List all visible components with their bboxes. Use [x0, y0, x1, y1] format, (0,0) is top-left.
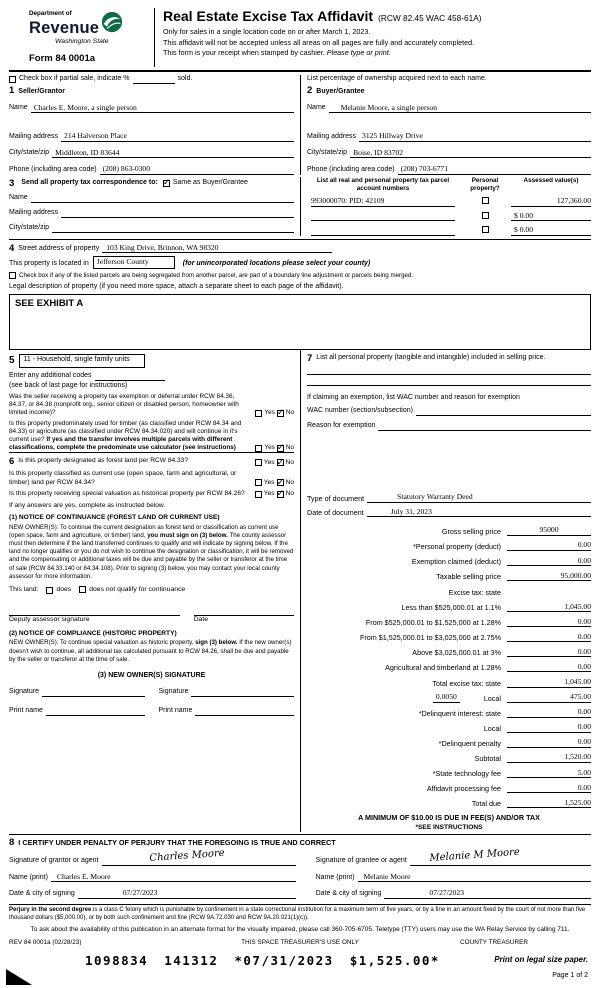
tax-row-personal-deduct: *Personal property (deduct) 0.00 [413, 540, 591, 551]
personal-property-checkbox-1[interactable] [482, 197, 489, 204]
perjury-statement: Perjury in the second degree is a class C felony which is punishable by confinement in a state correctional institution for a maximum term of five years, or by a fine in an amount fixed by the court of not more than five thousand dollars ($5,000.00), or by both such confinement and fine (RCW 9A.72.030 and RCW 9A.20.021(1)(c)). [9, 904, 591, 923]
section-3-correspondence [9, 177, 300, 236]
segregated-parcels-label: Check box if any of the listed parcels are being segregated from another parcel, are part of a boundary line adjustment or parcels being merged. [19, 271, 414, 279]
doc-date-value: July 31, 2023 [390, 506, 432, 516]
doc-date-field[interactable] [367, 507, 591, 517]
grantor-date-value: 07/27/2023 [122, 888, 158, 898]
parcel-row-1 [307, 196, 591, 207]
section-1-number: 1 [9, 85, 15, 96]
tax-row-total-state: Total excise tax: state 1,045.00 [432, 677, 591, 688]
assessed-value-field-1[interactable] [511, 196, 591, 206]
grantee-date-value: 07/27/2023 [429, 888, 464, 898]
grantee-certification [315, 847, 591, 898]
timber-yes-label: Yes [264, 444, 275, 452]
seller-mailing-label: Mailing address [9, 132, 59, 140]
ownership-percentage-note: List percentage of ownership acquired next to each name. [300, 75, 591, 84]
form-title: Real Estate Excise Tax Affidavit [163, 8, 374, 24]
grantee-printname-label: Name (print) [315, 873, 355, 881]
tax-row-gross: Gross selling price 95000 [307, 525, 591, 535]
certification-title: I CERTIFY UNDER PENALTY OF PERJURY THAT THE FOREGOING IS TRUE AND CORRECT [18, 837, 336, 847]
timber-no-checkbox[interactable] [277, 445, 284, 452]
tax-row-subtotal: Subtotal 1,520.00 [474, 752, 591, 763]
tax-row-excise-header: Excise tax: state [448, 588, 501, 598]
delinquent-penalty-field[interactable]: 0.00 [507, 737, 591, 747]
currentuse-no-checkbox[interactable] [277, 479, 284, 486]
tier-1-field[interactable]: 1,045.00 [507, 602, 591, 612]
same-as-buyer-label: Same as Buyer/Grantee [172, 179, 248, 187]
additional-codes-field[interactable] [95, 372, 165, 381]
owner-printname-label-2: Print name [158, 707, 193, 715]
section-7-number: 7 [307, 353, 313, 365]
header-note-3 [163, 48, 591, 57]
new-owners-signature-title: (3) NEW OWNER(S) SIGNATURE [97, 672, 206, 680]
grantee-date-field[interactable] [384, 888, 591, 898]
deputy-assessor-label: Deputy assessor signature [9, 615, 90, 623]
revenue-wordmark: Revenue [29, 18, 100, 37]
new-owner-signature-row [9, 688, 294, 697]
buyer-phone-field[interactable] [398, 164, 591, 174]
seller-name-value: Charles E. Moore, a single person [33, 102, 137, 112]
grantor-printname-label: Name (print) [9, 873, 48, 881]
rev-number: REV 84 0001a (02/28/23) [9, 939, 82, 947]
owner-printname-field-2[interactable] [195, 707, 294, 716]
middle-columns [9, 350, 591, 832]
if-yes-note: If any answers are yes, complete as instructed below. [9, 502, 166, 510]
tier-3-field[interactable]: 0.00 [507, 632, 591, 642]
tax-row-tech-fee: *State technology fee 5.00 [432, 767, 591, 778]
legal-description-box[interactable] [9, 294, 591, 350]
buyer-phone-value: (208) 703-6771 [400, 164, 449, 174]
section-5-number: 5 [9, 355, 15, 366]
seller-name-label: Name [9, 104, 28, 112]
seller-mailing-value: 214 Halverson Place [64, 131, 127, 141]
exemption-question-row [9, 393, 294, 417]
currentuse-no-label: No [285, 478, 294, 486]
section-2-buyer [300, 84, 591, 175]
taxable-selling-price-field[interactable]: 95,000.00 [507, 571, 591, 581]
land-does-label: does [56, 586, 72, 594]
processing-fee-field[interactable]: 0.00 [507, 783, 591, 793]
forest-no-label: No [285, 458, 294, 466]
located-in-label: This property is located in [9, 260, 89, 268]
header-note-2: This affidavit will not be accepted unless all areas on all pages are fully and accurately completed. [163, 37, 475, 47]
right-column [300, 350, 591, 832]
buyer-mailing-value: 3125 Hillway Drive [362, 131, 423, 141]
land-does-checkbox[interactable] [46, 587, 53, 594]
form-number: Form 84 0001a [29, 52, 96, 64]
local-tax-field[interactable]: 475.00 [507, 692, 591, 702]
land-qualify-row [9, 586, 294, 594]
notice-1-body: NEW OWNER(S): To continue the current designation as forest land or classification as current use (open space, farm and agriculture, or timber) land, you must sign on (3) below. The county assessor must then determine if the land transferred continues to qualify and will indicate by signing below. If the land no longer qualifies or you do not wish to continue the designation or classification, it will be removed and the compensating or additional taxes will be due and payable by the seller or transferor at the time of sale (RCW 84.33.140 or 84.34.108). Prior to signing (3) below, you may contact your local county assessor for more information. [9, 523, 294, 580]
forest-question: Is this property designated as forest land per RCW 84.33? [18, 457, 188, 465]
notice-2-title: (2) NOTICE OF COMPLIANCE (HISTORIC PROPERTY) [9, 630, 177, 638]
personal-property-deduct-field[interactable]: 0.00 [507, 540, 591, 550]
tech-fee-field[interactable]: 5.00 [507, 768, 591, 778]
section-8-certification [9, 834, 591, 900]
owner-printname-label-1: Print name [9, 707, 43, 715]
tax-row-taxable: Taxable selling price 95,000.00 [436, 570, 591, 582]
seller-buyer-row [9, 84, 591, 175]
timber-question-row [9, 420, 294, 452]
total-excise-state-field[interactable]: 1,045.00 [507, 677, 591, 687]
parcel-number-field-3[interactable] [311, 227, 455, 236]
exemption-reason-field[interactable] [378, 422, 591, 431]
exemption-no-checkbox[interactable] [277, 410, 284, 417]
grantor-signature-label: Signature of grantor or agent [9, 857, 99, 865]
assessed-value-1: 127,360.00 [556, 196, 591, 206]
buyer-citystatezip-label: City/state/zip [307, 149, 348, 157]
correspondence-citystatezip-field[interactable] [52, 224, 294, 233]
corner-mark [6, 969, 32, 985]
parcel-number-field-2[interactable] [311, 212, 455, 221]
correspondence-name-field[interactable] [31, 194, 294, 203]
forest-yes-checkbox[interactable] [255, 459, 262, 466]
currentuse-question-row [9, 470, 294, 486]
header-note-3-em: Please type or print. [326, 48, 391, 58]
section-1-seller [9, 84, 300, 175]
deputy-date-field[interactable] [194, 606, 294, 616]
legal-paper-note: Print on legal size paper. [494, 955, 588, 965]
grantor-signature-field[interactable] [102, 848, 296, 866]
buyer-name-field[interactable] [329, 103, 591, 113]
exemption-reason-label: Reason for exemption [307, 421, 376, 429]
form-rcw-ref: (RCW 82.45 WAC 458-61A) [378, 13, 482, 23]
same-as-buyer-checkbox[interactable] [163, 180, 170, 187]
buyer-mailing-field[interactable] [359, 131, 591, 141]
county-value: Jefferson County [96, 257, 149, 267]
delinquent-interest-local-field[interactable]: 0.00 [507, 722, 591, 732]
currentuse-question: Is this property classified as current use (open space, farm and agricultural, or timber) land per RCW 84.34? [9, 470, 237, 486]
title-block [155, 8, 591, 67]
minimum-due-note: A MINIMUM OF $10.00 IS DUE IN FEE(S) AND/OR TAX [358, 812, 540, 822]
correspondence-name-label: Name [9, 194, 28, 202]
land-does-not-checkbox[interactable] [79, 586, 86, 593]
parcel-numbers-header: List all real and personal property tax parcel account numbers [316, 176, 450, 192]
notice-2-body: NEW OWNER(S): To continue special valuation as historic property, sign (3) below. If the new owner(s) doesn't wish to continue, all additional tax calculated pursuant to RCW 84.26, shall be due and payable by the seller or transferor at the time of sale. [9, 639, 292, 663]
section-4-number: 4 [9, 242, 15, 254]
personal-property-blank-1[interactable] [307, 364, 591, 375]
exemption-yes-checkbox[interactable] [255, 410, 262, 417]
section-7-title: List all personal property (tangible and intangible) included in selling price. [316, 354, 546, 362]
footer-row [9, 939, 591, 947]
historic-yes-label: Yes [263, 490, 275, 498]
county-treasurer-label: COUNTY TREASURER [460, 939, 528, 947]
assessed-value-2: $ 0.00 [514, 210, 533, 220]
deputy-assessor-row [9, 606, 294, 624]
total-due-field[interactable]: 1,525.00 [507, 798, 591, 808]
use-code-select[interactable]: 11 - Household, single family units [19, 354, 145, 367]
left-column [9, 350, 300, 832]
section-4-property [9, 239, 591, 291]
grantor-signature-script: Charles Moore [148, 848, 225, 865]
assessed-value-3: $ 0.00 [514, 225, 533, 235]
cashier-stamp: 1098834 141312 *07/31/2023 $1,525.00* [85, 953, 440, 969]
agricultural-field[interactable]: 0.00 [507, 662, 591, 672]
partial-sale-label: Check box if partial sale, indicate % [19, 75, 130, 83]
land-does-not-label: does not qualify for continuance [89, 586, 186, 594]
grantee-signature-field[interactable] [410, 847, 591, 866]
exemption-question: Was the seller receiving a property tax exemption or deferral under RCW 84.36, 84.37, or 84.38 (nonprofit org., senior citizen or disabled person, homeowner with limited income)? [9, 393, 239, 417]
tax-row-delinquent-interest-state: *Delinquent interest: state 0.00 [418, 707, 591, 718]
grantee-signature-script: Melanie M Moore [428, 847, 520, 865]
header-note-3-text: This form is your receipt when stamped by cashier. [163, 48, 325, 58]
form-header [9, 8, 591, 72]
tier-2-field[interactable]: 0.00 [507, 617, 591, 627]
treasurer-space-label: THIS SPACE TREASURER'S USE ONLY [241, 939, 359, 947]
tax-row-tier-1: Less than $525,000.01 at 1.1% 1,045.00 [401, 601, 591, 613]
grantee-printname-value: Melanie Moore [363, 871, 411, 881]
doc-type-label: Type of document [307, 493, 365, 503]
assessed-value-header: Assessed value(s) [523, 176, 579, 184]
buyer-phone-label: Phone (including area code) [307, 165, 395, 173]
page-number: Page 1 of 2 [552, 972, 588, 980]
personal-property-header: Personal property? [470, 176, 500, 192]
tax-row-local: 0.0050 Local 475.00 [307, 692, 591, 702]
doc-date-label: Date of document [307, 508, 364, 518]
section-7-personal-property [307, 354, 591, 492]
section-3-number: 3 [9, 177, 15, 189]
tax-row-processing-fee: Affidavit processing fee 0.00 [426, 782, 591, 794]
seller-citystatezip-label: City/state/zip [9, 149, 50, 157]
historic-no-label: No [285, 490, 294, 498]
header-note-1: Only for sales in a single location code on or after March 1, 2023. [163, 27, 371, 37]
doc-type-value: Statutory Warranty Deed [397, 492, 473, 502]
partial-sale-checkbox[interactable] [9, 76, 16, 83]
forest-no-checkbox[interactable] [277, 459, 284, 466]
personal-property-blank-2[interactable] [307, 375, 591, 386]
parcel-number-field-1[interactable] [311, 196, 455, 206]
seller-citystatezip-field[interactable] [52, 148, 294, 158]
personal-property-checkbox-2[interactable] [482, 212, 489, 219]
tax-row-exemption-deduct: Exemption claimed (deduct) 0.00 [411, 555, 591, 566]
seller-citystatezip-value: Middleton, ID 83644 [55, 147, 120, 157]
correspondence-citystatezip-label: City/state/zip [9, 224, 50, 232]
tax-row-tier-4: Above $3,025,000.01 at 3% 0.00 [412, 646, 591, 658]
accessibility-note: To ask about the availability of this publication in an alternate format for the visually impaired, please call 360-705-6705. Teletype (TTY) users may use the WA Relay Service by calling 711. [30, 925, 570, 933]
seller-phone-field[interactable] [100, 164, 294, 174]
section-5-use-code [9, 354, 294, 452]
local-rate-field[interactable]: 0.0050 [433, 692, 460, 702]
street-address-label: Street address of property [18, 244, 100, 252]
owner-signature-label-2: Signature [158, 688, 189, 696]
grantee-printname-field[interactable] [358, 872, 591, 882]
wac-number-field[interactable] [416, 407, 591, 416]
timber-yes-checkbox[interactable] [255, 445, 262, 452]
section-6-number: 6 [9, 456, 15, 468]
currentuse-yes-label: Yes [263, 478, 275, 486]
delinquent-interest-state-field[interactable]: 0.00 [507, 707, 591, 717]
section-2-title: Buyer/Grantee [316, 88, 365, 95]
additional-codes-note: (see back of last page for instructions) [9, 381, 128, 389]
parcel-row-3 [307, 225, 591, 236]
street-address-value: 103 King Drive, Brinnon, WA 98320 [106, 242, 219, 252]
partial-sale-row [9, 75, 591, 84]
exemption-claimed-field[interactable]: 0.00 [507, 556, 591, 566]
correspondence-mailing-field[interactable] [61, 209, 294, 218]
dor-logo-block [9, 8, 155, 67]
grantee-signature-label: Signature of grantee or agent [315, 857, 407, 865]
bottom-right-notes [494, 955, 588, 981]
buyer-citystatezip-value: Boise, ID 83702 [353, 147, 404, 157]
section-3-title: Send all property tax correspondence to: [21, 179, 158, 187]
partial-sale-sold-label: sold. [177, 75, 193, 83]
historic-no-checkbox[interactable] [277, 491, 284, 498]
street-address-field[interactable] [102, 243, 332, 253]
subtotal-field[interactable]: 1,520.00 [507, 752, 591, 762]
tax-row-total-due: Total due 1,525.00 [471, 797, 591, 809]
assessed-value-field-2[interactable] [511, 211, 591, 221]
exhibit-a-text: SEE EXHIBIT A [15, 298, 84, 310]
owner-signature-field-1[interactable] [42, 688, 145, 697]
dept-of-label: Department of [29, 10, 72, 17]
tax-row-tier-3: From $1,525,000.01 to $3,025,000 at 2.75% 0.00 [359, 631, 591, 643]
timber-question: Is this property predominately used for timber (as classified under RCW 84.34 and 84.33) or agriculture (as classified under RCW 84.34.020) and will continue in it's current use? If yes and the transfer involves multiple parcels with different classifications, complete the predominate use calculator (see instructions) [9, 420, 242, 452]
buyer-name-label: Name [307, 104, 326, 112]
notice-1-title: (1) NOTICE OF CONTINUANCE (FOREST LAND OR CURRENT USE) [9, 514, 220, 522]
tier-4-field[interactable]: 0.00 [507, 647, 591, 657]
deputy-assessor-signature-field[interactable] [9, 606, 180, 616]
historic-yes-checkbox[interactable] [255, 491, 262, 498]
additional-codes-label: Enter any additional codes [9, 371, 92, 379]
gross-selling-price-field[interactable]: 95000 [507, 525, 591, 535]
parcel-table [300, 177, 591, 236]
section-1-title: Seller/Grantor [18, 88, 65, 95]
forest-question-row [9, 457, 294, 467]
grantor-printname-field[interactable] [51, 872, 296, 882]
buyer-mailing-label: Mailing address [307, 132, 357, 140]
tax-computation [307, 492, 591, 832]
county-select[interactable] [93, 256, 175, 268]
owner-signature-field-2[interactable] [191, 688, 294, 697]
legal-description-label: Legal description of property (if you need more space, attach a separate sheet to each page of the affidavit). [9, 282, 344, 290]
deputy-date-label: Date [193, 615, 208, 623]
timber-no-label: No [285, 444, 294, 452]
see-instructions-note: *SEE INSTRUCTIONS [415, 823, 483, 831]
this-land-label: This land: [9, 586, 39, 594]
seller-mailing-field[interactable] [61, 131, 294, 141]
section-8-number: 8 [9, 836, 15, 848]
section-6-land-class [9, 452, 294, 715]
parcel-number-value-1: 993000070: PID: 42109 [311, 196, 385, 206]
tax-row-agricultural: Agricultural and timberland at 1.28% 0.00 [385, 661, 591, 673]
wac-exemption-note: If claiming an exemption, list WAC number and reason for exemption [307, 393, 520, 401]
seller-name-field[interactable] [31, 103, 294, 113]
partial-sale-percent-field[interactable] [133, 75, 175, 84]
grantee-date-label: Date & city of signing [315, 890, 382, 898]
historic-question: Is this property receiving special valuation as historical property per RCW 84.26? [9, 490, 245, 498]
section-3-row [9, 177, 591, 236]
segregated-parcels-checkbox[interactable] [9, 272, 16, 279]
grantor-printname-value: Charles E. Moore [56, 871, 111, 881]
owner-printname-field-1[interactable] [46, 707, 145, 716]
correspondence-mailing-label: Mailing address [9, 209, 59, 217]
doc-type-field[interactable] [367, 492, 591, 502]
tax-row-tier-2: From $525,000.01 to $1,525,000 at 1.28% 0.00 [365, 616, 591, 628]
revenue-logo-icon [101, 11, 123, 33]
buyer-citystatezip-field[interactable] [350, 148, 591, 158]
washington-state-label: Washington State [55, 38, 109, 46]
exemption-yes-label: Yes [264, 409, 275, 417]
forest-yes-label: Yes [263, 458, 275, 466]
assessed-value-field-3[interactable] [511, 225, 591, 235]
tax-row-delinquent-penalty: *Delinquent penalty 0.00 [438, 737, 591, 748]
grantor-date-field[interactable] [78, 888, 296, 898]
wac-number-label: WAC number (section/subsection) [307, 406, 413, 414]
parcel-row-2 [307, 210, 591, 221]
grantor-date-label: Date & city of signing [9, 890, 75, 898]
section-2-number: 2 [307, 85, 313, 96]
seller-phone-value: (208) 863-0300 [102, 164, 151, 174]
owner-signature-label-1: Signature [9, 688, 39, 696]
exemption-no-label: No [285, 409, 294, 417]
tax-row-delinquent-interest-local: Local 0.00 [483, 722, 591, 733]
new-owner-printname-row [9, 707, 294, 716]
personal-property-checkbox-3[interactable] [482, 226, 489, 233]
parcel-table-header [307, 177, 591, 193]
grantor-certification [9, 848, 296, 898]
seller-phone-label: Phone (including area code) [9, 165, 97, 173]
buyer-name-value: Melanie Moore, a single person [340, 102, 438, 112]
county-note: (for unincorporated locations please select your county) [182, 260, 371, 268]
historic-question-row [9, 490, 294, 498]
currentuse-yes-checkbox[interactable] [255, 479, 262, 486]
